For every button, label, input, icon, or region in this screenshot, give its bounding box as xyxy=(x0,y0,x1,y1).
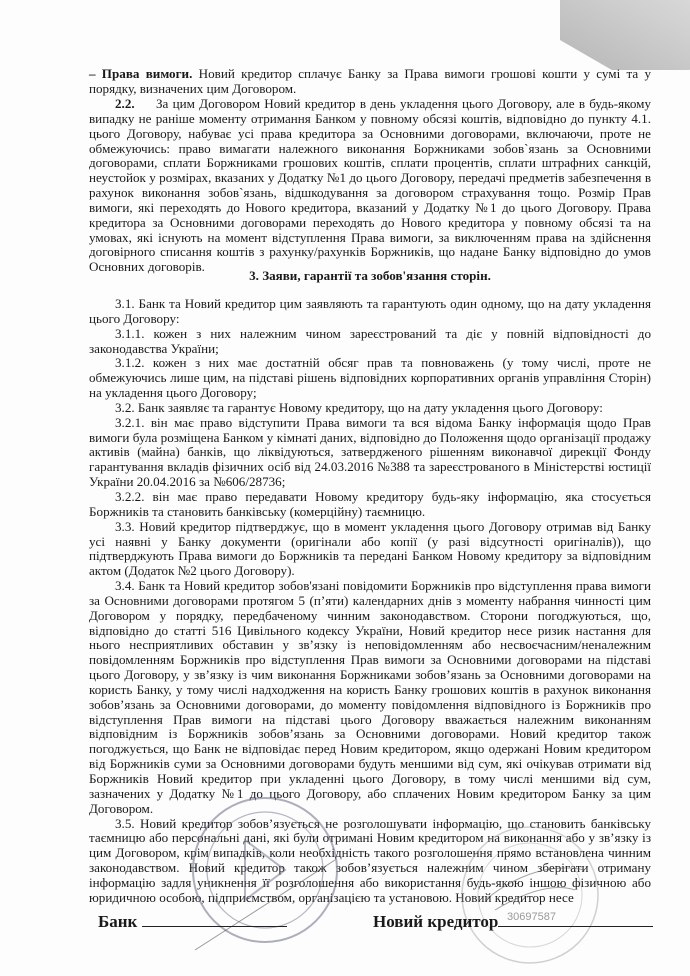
intro-text: Новий кредитор сплачує Банку за Права вимоги грошові кошти у сумі та у порядку, визначених цим Договором. xyxy=(89,66,651,96)
new-creditor-signature xyxy=(373,912,653,932)
clause-3-1-2: 3.1.2. кожен з них має достатній обсяг прав та повноважень (у тому числі, проте не обмежуючись лише цим, на підставі рішень відповідних корпоративних органів управління Сторін) на укладення цього Договору; xyxy=(89,355,651,401)
new-creditor-signature-line xyxy=(498,912,653,927)
bank-signature-line xyxy=(142,912,287,927)
clause-3-5: 3.5. Новий кредитор зобов’язується не розголошувати інформацію, що становить банківську таємницю або персональні дані, які були отримані Новим кредитором на виконання або у зв’язку із цим Договором, крім випадків, коли необхідність такого розголошення прямо встановлена чинним законодавством. Новий кредитор також зобов’язується належним чином зберігати отриману інформацію задля уникнення її розголошення або використання будь-якою іншою фізичною або юридичною особою, підприємством, організацією та установою. Новий кредитор несе xyxy=(89,815,651,905)
clause-3-2: 3.2. Банк заявляє та гарантує Новому кредитору, що на дату укладення цього Договору: xyxy=(115,399,603,415)
section-3-clauses xyxy=(89,297,651,906)
clause-3-3: 3.3. Новий кредитор підтверджує, що в момент укладення цього Договору отримав від Банку усі наявні у Банку документи (оригінали або копії (у разі відсутності оригіналів)), що підтверджують Права вимоги до Боржників та передані Банком Новому кредитору за відповідним актом (Додаток №2 цього Договору). xyxy=(89,518,651,579)
clause-3-1-1: 3.1.1. кожен з них належним чином зареєстрований та діє у повній відповідності до законодавства України; xyxy=(89,325,651,356)
clause-3-2-2: 3.2.2. він має право передавати Новому кредитору будь-яку інформацію, яка стосується Боржників та становить банківську (комерційну) таємницю. xyxy=(89,488,651,519)
new-creditor-stamp xyxy=(455,820,605,970)
stamp-code: 30697587 xyxy=(507,911,556,923)
signature-row xyxy=(98,912,658,942)
clause-3-1: 3.1. Банк та Новий кредитор цим заявляють та гарантують один одному, що на дату укладення цього Договору: xyxy=(89,296,651,326)
new-creditor-label: Новий кредитор xyxy=(373,912,499,931)
clause-3-4: 3.4. Банк та Новий кредитор зобов'язані повідомити Боржників про відступлення права вимоги за Основними договорами протягом 5 (п’яти) календарних днів з моменту набрання чинності цим Договором у порядку, передбаченому чинним законодавством. Сторони погоджуються, що, відповідно до статті 516 Цивільного кодексу України, Новий кредитор несе ризик настання для нього несприятливих обставин у зв’язку із неповідомленням або несвоєчасним/неналежним повідомленням Боржників про відступлення Прав вимоги за Основними договорами на підставі цього Договору, у зв’язку із чим виконання Боржниками зобов’язань за Основними договорами на користь Банку, у тому числі надходження на користь Банку грошових коштів в рахунок виконання зобов’язань за Основними договорами, до моменту повідомлення відповідного із Боржників про відступлення Прав вимоги на підставі цього Договору вважається належним виконанням відповідним із Боржників зобов’язань за Основними договорами. Новий кредитор також погоджується, що Банк не відповідає перед Новим кредитором, якщо одержані Новим кредитором від Боржників суми за Основними договорами будуть меншими від сум, які очікував отримати від Боржників Новий кредитор при укладенні цього Договору, в тому числі меншими від сум, зазначених у Додатку №1 до цього Договору, або сплачених Новим кредитором Банку за цим Договором. xyxy=(89,578,651,816)
clause-2-2-number: 2.2. xyxy=(115,96,135,111)
section-3-title: 3. Заяви, гарантії та зобов'язання сторін. xyxy=(249,268,491,283)
clause-2-2-text: За цим Договором Новий кредитор в день укладення цього Договору, але в будь-якому випадку не раніше моменту отримання Банком у повному обсязі коштів, відповідно до пункту 4.1. цього Договору, набуває усі права кредитора за Основними договорами, включаючи, проте не обмежуючись: право вимагати належного виконання Боржниками зобов`язань за Основними договорами, сплати Боржниками грошових коштів, сплати процентів, сплати штрафних санкцій, неустойок у розмірах, вказаних у Додатку №1 до цього Договору, передачі предметів забезпечення в рахунок виконання зобов`язань, відшкодування за договором страхування тощо. Розмір Прав вимоги, які переходять до Нового кредитора, вказаний у Додатку №1 до цього Договору. Права кредитора за Основними договорами переходять до Нового кредитора у повному обсязі та на умовах, які існують на момент відступлення Права вимоги, за виключенням права на здійснення договірного списання коштів з рахунку/рахунків Боржників, що надане Банку відповідно до умов Основних договорів. xyxy=(89,96,651,275)
intro-term: – Права вимоги. xyxy=(89,66,193,81)
intro-paragraph xyxy=(89,67,651,97)
clause-3-2-1: 3.2.1. він має право відступити Права вимоги та вся відома Банку інформація щодо Прав вимоги була розміщена Банком у кімнаті даних, відповідно до Положення щодо організації продажу активів (майна) банків, що ліквідуються, затвердженого рішенням виконавчої дирекції Фонду гарантування вкладів фізичних осіб від 24.03.2016 №388 та зареєстрованого в Міністерстві юстиції України 20.04.2016 за №606/28736; xyxy=(89,414,651,490)
bank-signature xyxy=(98,912,287,932)
page-corner-fold xyxy=(560,0,690,70)
bank-label: Банк xyxy=(98,912,138,931)
clause-2-2 xyxy=(89,97,651,275)
